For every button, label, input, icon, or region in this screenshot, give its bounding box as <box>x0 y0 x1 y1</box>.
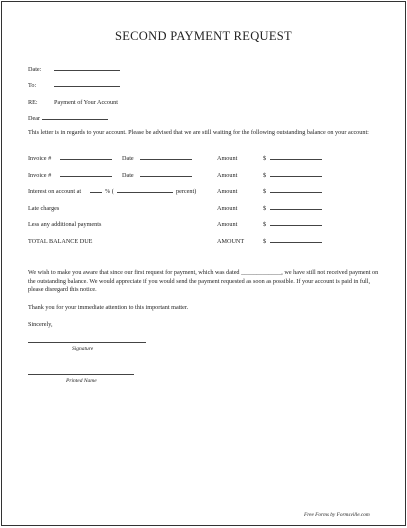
re-value: Payment of Your Account <box>54 99 118 106</box>
interest-amount-label: Amount <box>217 188 238 195</box>
total-amount-label: AMOUNT <box>217 238 245 245</box>
dear-line[interactable] <box>42 119 108 120</box>
late-amount-label: Amount <box>217 205 238 212</box>
total-amount-line[interactable] <box>270 242 322 243</box>
body-paragraph: We wish to make you aware that since our first request for payment, which was dated _____________, we have still not received payment on the outstanding balance. We would appreciate if you would send the payment requested as soon as possible. If your account is paid in full, please disregard this notice. <box>28 269 379 293</box>
invoice2-amount-label: Amount <box>217 172 238 179</box>
invoice1-date-line[interactable] <box>140 159 192 160</box>
invoice1-label: Invoice # <box>28 155 52 162</box>
interest-percent-words-line[interactable] <box>117 192 173 193</box>
interest-percent-sign: % ( <box>105 188 114 195</box>
to-label: To: <box>28 82 37 89</box>
interest-label: Interest on account at <box>28 188 82 195</box>
invoice2-label: Invoice # <box>28 172 52 179</box>
less-amount-label: Amount <box>217 221 238 228</box>
invoice1-amount-line[interactable] <box>270 159 322 160</box>
invoice1-number-line[interactable] <box>60 159 112 160</box>
dear-label: Dear <box>28 115 41 122</box>
document-page <box>1 1 406 526</box>
printed-name-label: Printed Name <box>66 378 97 384</box>
document-title: SECOND PAYMENT REQUEST <box>114 29 292 43</box>
printed-name-line[interactable] <box>28 374 134 375</box>
to-line[interactable] <box>54 86 120 87</box>
thanks-text: Thank you for your immediate attention to this important matter. <box>28 304 189 311</box>
date-label: Date: <box>28 66 42 73</box>
closing-text: Sincerely, <box>28 321 53 328</box>
less-payments-label: Less any additional payments <box>28 221 102 228</box>
footer-credit: Free Forms by Formsville.com <box>304 512 370 518</box>
invoice2-number-line[interactable] <box>60 176 112 177</box>
date-line[interactable] <box>54 70 120 71</box>
invoice1-amount-label: Amount <box>217 155 238 162</box>
less-amount-line[interactable] <box>270 225 322 226</box>
signature-line[interactable] <box>28 342 146 343</box>
total-label: TOTAL BALANCE DUE <box>28 238 93 245</box>
late-amount-line[interactable] <box>270 209 322 210</box>
invoice1-date-label: Date <box>122 155 134 162</box>
invoice2-date-label: Date <box>122 172 134 179</box>
invoice1-currency: $ <box>263 155 267 162</box>
invoice2-amount-line[interactable] <box>270 176 322 177</box>
less-currency: $ <box>263 221 267 228</box>
interest-rate-line[interactable] <box>90 192 102 193</box>
interest-amount-line[interactable] <box>270 192 322 193</box>
late-currency: $ <box>263 205 267 212</box>
signature-label: Signature <box>72 346 94 352</box>
total-currency: $ <box>263 238 267 245</box>
interest-currency: $ <box>263 188 267 195</box>
re-label: RE: <box>28 99 38 106</box>
invoice2-date-line[interactable] <box>140 176 192 177</box>
invoice2-currency: $ <box>263 172 267 179</box>
interest-percent-label: percent) <box>176 188 197 195</box>
late-charges-label: Late charges <box>28 205 60 212</box>
intro-paragraph: This letter is in regards to your account. Please be advised that we are still waiting for the following outstanding balance on your account: <box>28 129 369 136</box>
